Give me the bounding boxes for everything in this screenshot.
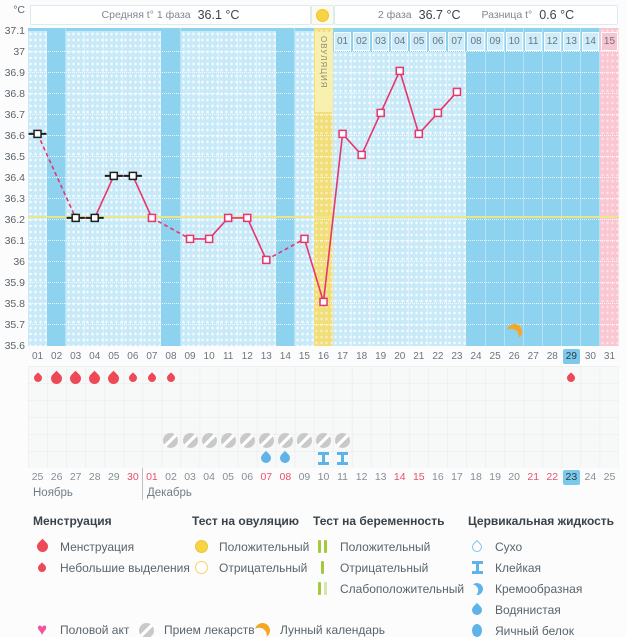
temp-marker[interactable]	[129, 172, 136, 179]
spotting-icon	[165, 372, 176, 383]
medication-pill-icon	[297, 433, 312, 448]
ovulation-test-positive-icon	[195, 540, 208, 553]
watery-fluid-icon	[278, 451, 292, 465]
phase2-value: 36.7 °C	[418, 8, 461, 22]
medication-pill-icon	[259, 433, 274, 448]
date-label[interactable]: 19	[489, 471, 501, 483]
date-label[interactable]: 01	[146, 471, 158, 483]
y-tick-label: 36.9	[4, 67, 25, 79]
phase2-day-cell: 12	[544, 32, 561, 51]
legend-item-icon-slot	[192, 540, 210, 553]
ovulation-indicator-cell	[311, 5, 334, 25]
phase1-value: 36.1 °C	[197, 8, 240, 22]
legend-item	[33, 536, 190, 557]
date-label[interactable]: 05	[222, 471, 235, 483]
legend-item-label: Слабоположительный	[340, 581, 465, 596]
legend-item-icon-slot	[313, 561, 331, 574]
spotting-icon	[146, 372, 157, 383]
temp-marker[interactable]	[244, 214, 251, 221]
symptom-cell	[334, 450, 352, 466]
temp-marker[interactable]	[34, 130, 41, 137]
ovulation-label-text: ОВУЛЯЦИЯ	[318, 36, 328, 89]
legend-item	[468, 578, 614, 599]
date-label[interactable]: 15	[412, 471, 425, 483]
legend-bottom-item	[33, 621, 129, 637]
y-tick-label: 36.3	[4, 193, 25, 205]
date-label[interactable]: 25	[31, 471, 44, 483]
day-label[interactable]: 11	[222, 351, 234, 362]
legend-column	[468, 510, 614, 637]
symptom-cell	[29, 370, 47, 386]
y-tick-label: 36.6	[4, 130, 25, 142]
date-label[interactable]: 24	[584, 471, 597, 483]
day-label[interactable]: 27	[527, 351, 539, 362]
temp-marker[interactable]	[187, 235, 194, 242]
date-label[interactable]: 13	[374, 471, 387, 483]
pregnancy-test-icon	[318, 540, 327, 553]
temp-marker[interactable]	[434, 109, 441, 116]
legend-item-icon-slot	[468, 542, 486, 552]
bbt-chart-plot[interactable]	[28, 28, 619, 346]
legend-column	[33, 510, 190, 578]
legend-item-label: Отрицательный	[219, 560, 308, 575]
phase2-day-cell: 13	[563, 32, 580, 51]
temp-marker[interactable]	[358, 151, 365, 158]
y-tick-label: 36.5	[4, 151, 25, 163]
temp-line-segment	[38, 134, 76, 218]
legend-item-label: Менструация	[60, 539, 135, 554]
date-label[interactable]: 16	[432, 471, 444, 483]
legend-item-icon-slot	[468, 561, 486, 574]
day-label[interactable]: 28	[546, 351, 558, 362]
day-label[interactable]: 31	[603, 351, 616, 362]
day-label[interactable]: 05	[108, 351, 120, 362]
legend-item-label: Водянистая	[495, 602, 561, 617]
menstruation-icon	[106, 370, 122, 386]
legend-item	[313, 578, 464, 599]
symptom-cell	[257, 450, 275, 466]
medication-pill-icon	[240, 433, 255, 448]
y-tick-label: 36.1	[4, 235, 25, 247]
day-label[interactable]: 06	[127, 351, 139, 362]
legend-item	[468, 599, 614, 620]
phase2-day-cell: 04	[391, 32, 408, 51]
temp-marker[interactable]	[301, 235, 308, 242]
symptom-cell	[67, 370, 85, 386]
legend-item-label: Положительный	[340, 539, 431, 554]
temp-line-segment	[400, 71, 419, 134]
day-label[interactable]: 20	[394, 351, 406, 362]
legend-item-label: Лунный календарь	[280, 623, 386, 637]
temp-marker[interactable]	[206, 235, 213, 242]
legend-item	[192, 557, 309, 578]
legend-item-icon-slot	[313, 540, 331, 553]
test-bar	[321, 561, 324, 574]
y-tick-label: 36	[13, 256, 25, 268]
y-tick-label: 37	[13, 46, 25, 58]
symptom-cell	[143, 370, 161, 386]
phase2-day-cell: 05	[410, 32, 427, 51]
symptom-cell	[238, 432, 256, 448]
date-label[interactable]: 21	[527, 471, 540, 483]
date-label[interactable]: 08	[279, 471, 292, 483]
test-bar	[318, 540, 321, 553]
legend-item-label: Положительный	[219, 539, 310, 554]
legend-column-title: Цервикальная жидкость	[468, 514, 615, 528]
symptom-cell	[257, 432, 275, 448]
spotting-icon	[36, 562, 47, 573]
symptom-cell	[334, 432, 352, 448]
symptom-cell	[181, 432, 199, 448]
temp-marker[interactable]	[339, 130, 346, 137]
day-label[interactable]: 21	[413, 351, 425, 362]
day-label[interactable]: 22	[432, 351, 444, 362]
day-label[interactable]: 13	[260, 351, 272, 362]
spotting-icon	[127, 372, 138, 383]
menstruation-icon	[49, 370, 65, 386]
legend-column-title: Тест на беременность	[313, 514, 445, 528]
sticky-fluid-icon	[472, 561, 483, 574]
symptom-cell	[162, 432, 180, 448]
symptom-cell	[562, 370, 580, 386]
phase2-day-cell: 15	[601, 32, 618, 51]
day-label[interactable]: 01	[31, 351, 44, 362]
legend-item	[192, 536, 309, 557]
pregnancy-test-icon	[321, 561, 324, 574]
date-label[interactable]: 22	[546, 471, 559, 483]
legend-item	[468, 557, 614, 578]
day-label[interactable]: 24	[470, 351, 482, 362]
symptom-cell	[124, 370, 142, 386]
medication-pill-icon	[163, 433, 178, 448]
phase2-day-cell: 11	[525, 32, 542, 51]
date-label-today[interactable]: 23	[563, 470, 580, 485]
date-label[interactable]: 10	[317, 471, 330, 483]
temp-marker[interactable]	[377, 109, 384, 116]
day-label[interactable]: 25	[489, 351, 501, 362]
day-label[interactable]: 26	[508, 351, 520, 362]
legend-item	[468, 536, 614, 557]
legend-item-label: Сухо	[495, 539, 523, 554]
legend-item-icon-slot	[468, 605, 486, 615]
medication-pill-icon	[316, 433, 331, 448]
y-tick-label: 36.4	[4, 172, 25, 184]
symptom-cell	[48, 370, 66, 386]
temp-marker[interactable]	[91, 214, 98, 221]
date-label[interactable]: 12	[355, 471, 368, 483]
date-label[interactable]: 06	[241, 471, 254, 483]
legend-item-icon-slot	[192, 561, 210, 574]
temp-marker[interactable]	[453, 88, 460, 95]
phase2-day-cell: 01	[334, 32, 351, 51]
phase2-day-cell: 09	[487, 32, 504, 51]
legend-column-title: Тест на овуляцию	[192, 514, 299, 528]
legend-item-icon-slot	[313, 582, 331, 595]
menstruation-icon	[68, 370, 84, 386]
phase2-summary	[334, 5, 618, 25]
day-label[interactable]: 14	[279, 351, 291, 362]
phase2-day-cell: 07	[448, 32, 465, 51]
phase2-day-cell: 02	[353, 32, 370, 51]
watery-fluid-icon	[470, 602, 484, 616]
legend-item-icon-slot	[33, 564, 51, 572]
day-label[interactable]: 17	[337, 351, 349, 362]
day-label[interactable]: 16	[317, 351, 330, 362]
y-tick-label: 35.8	[4, 298, 25, 310]
day-label[interactable]: 30	[584, 351, 596, 362]
legend-item-icon-slot	[468, 583, 486, 595]
symptom-cell	[315, 450, 333, 466]
date-label[interactable]: 27	[69, 471, 82, 483]
spotting-icon	[566, 372, 577, 383]
temp-line-layer	[28, 28, 619, 346]
symptom-cell	[219, 432, 237, 448]
temp-marker[interactable]	[396, 67, 403, 74]
y-tick-label: 35.9	[4, 277, 25, 289]
date-label[interactable]: 04	[203, 471, 215, 483]
legend-item-icon-slot	[253, 623, 271, 637]
day-label[interactable]: 08	[165, 351, 177, 362]
phase2-day-cell: 03	[372, 32, 389, 51]
day-label[interactable]: 07	[146, 351, 158, 362]
temp-line-segment	[133, 176, 152, 218]
date-label[interactable]: 28	[88, 471, 101, 483]
y-axis-unit: °C	[13, 4, 25, 16]
medication-pill-icon	[221, 433, 236, 448]
day-label[interactable]: 23	[451, 351, 463, 362]
sticky-fluid-icon	[337, 452, 348, 465]
date-label[interactable]: 14	[393, 471, 406, 483]
pregnancy-test-icon	[318, 582, 327, 595]
day-label[interactable]: 03	[70, 351, 82, 362]
medication-pill-icon	[202, 433, 217, 448]
legend-item-label: Кремообразная	[495, 581, 583, 596]
day-label[interactable]: 18	[356, 351, 368, 362]
month-label-december: Декабрь	[147, 487, 192, 499]
date-label[interactable]: 11	[337, 471, 349, 483]
legend-item-icon-slot	[33, 541, 51, 552]
legend-item	[468, 620, 614, 637]
date-label[interactable]: 02	[165, 471, 177, 483]
date-label[interactable]: 30	[127, 471, 139, 483]
day-label-today[interactable]: 29	[563, 349, 580, 364]
y-tick-label: 36.2	[4, 214, 25, 226]
menstruation-icon	[34, 539, 50, 555]
legend-bottom-item	[253, 621, 385, 637]
legend-item	[313, 557, 464, 578]
legend-column-title: Менструация	[33, 514, 112, 528]
intercourse-heart-icon: ♥	[36, 620, 48, 637]
legend-column	[313, 510, 464, 599]
y-tick-label: 36.7	[4, 109, 25, 121]
medication-pill-icon	[278, 433, 293, 448]
diff-value: 0.6 °C	[539, 8, 575, 22]
day-label[interactable]: 19	[375, 351, 387, 362]
symptom-cell	[86, 370, 104, 386]
day-label[interactable]: 02	[51, 351, 63, 362]
test-bar	[318, 582, 321, 595]
phase2-day-cell: 08	[467, 32, 484, 51]
temp-line-segment	[324, 134, 343, 302]
date-label[interactable]: 03	[184, 471, 196, 483]
temp-marker[interactable]	[263, 256, 270, 263]
medication-pill-icon	[139, 623, 154, 637]
sticky-fluid-icon	[318, 452, 329, 465]
temp-line-segment	[152, 218, 190, 239]
date-label[interactable]: 07	[260, 471, 273, 483]
temp-marker[interactable]	[110, 172, 117, 179]
diff-label: Разница t°	[481, 9, 533, 21]
y-tick-label: 37.1	[4, 25, 25, 37]
symptom-cell	[162, 370, 180, 386]
symptom-cell	[315, 432, 333, 448]
test-bar	[324, 582, 327, 595]
date-label[interactable]: 17	[451, 471, 463, 483]
temp-line-segment	[247, 218, 266, 260]
symptom-cell	[200, 432, 218, 448]
day-label[interactable]: 10	[203, 351, 215, 362]
symptom-cell	[295, 432, 313, 448]
phase1-label: Средняя t° 1 фаза	[101, 9, 191, 21]
legend-item	[33, 557, 190, 578]
moon-calendar-slot	[506, 323, 522, 339]
legend-bottom-item	[137, 621, 255, 637]
month-label-november: Ноябрь	[33, 487, 73, 499]
temp-marker[interactable]	[72, 214, 79, 221]
legend-column	[192, 510, 309, 578]
spotting-icon	[32, 372, 43, 383]
date-label[interactable]: 29	[107, 471, 120, 483]
medication-pill-icon	[335, 433, 350, 448]
phase2-label: 2 фаза	[377, 9, 412, 21]
watery-fluid-icon	[259, 451, 273, 465]
legend-item	[313, 536, 464, 557]
medication-pill-icon	[183, 433, 198, 448]
legend-item-icon-slot	[137, 623, 155, 637]
date-label[interactable]: 20	[508, 471, 520, 483]
y-tick-label: 35.7	[4, 319, 25, 331]
y-tick-label: 35.6	[4, 340, 25, 352]
temp-marker[interactable]	[320, 298, 327, 305]
temp-marker[interactable]	[415, 130, 422, 137]
temp-marker[interactable]	[225, 214, 232, 221]
moon-calendar-icon	[504, 321, 524, 341]
phase1-summary	[30, 5, 311, 25]
day-label[interactable]: 09	[184, 351, 196, 362]
legend-item-label: Половой акт	[60, 623, 130, 637]
creamy-fluid-icon	[469, 581, 484, 596]
day-label[interactable]: 15	[298, 351, 310, 362]
symptom-cell	[276, 450, 294, 466]
date-label[interactable]: 18	[470, 471, 482, 483]
moon-calendar-icon	[252, 620, 272, 637]
test-bar	[324, 540, 327, 553]
date-label[interactable]: 25	[603, 471, 616, 483]
temp-line-segment	[95, 176, 114, 218]
temp-line-segment	[304, 239, 323, 302]
temp-line-segment	[362, 113, 381, 155]
legend-item-label: Клейкая	[495, 560, 542, 575]
eggwhite-fluid-icon	[472, 624, 482, 637]
phase2-day-cell: 06	[429, 32, 446, 51]
legend-item-label: Прием лекарств	[164, 623, 255, 637]
legend-item-label: Отрицательный	[340, 560, 429, 575]
day-label[interactable]: 12	[241, 351, 253, 362]
dry-icon	[470, 539, 484, 553]
legend-item-label: Небольшие выделения	[60, 560, 190, 575]
date-label[interactable]: 09	[298, 471, 311, 483]
ovulation-test-negative-icon	[195, 561, 208, 574]
temp-line-segment	[266, 239, 304, 260]
y-tick-label: 36.8	[4, 88, 25, 100]
month-divider	[142, 468, 143, 500]
ovulation-positive-icon	[316, 9, 329, 22]
menstruation-icon	[87, 370, 103, 386]
temp-line-segment	[381, 71, 400, 113]
phase2-day-cell: 10	[506, 32, 523, 51]
symptom-cell	[276, 432, 294, 448]
temp-marker[interactable]	[148, 214, 155, 221]
legend-item-icon-slot	[468, 624, 486, 637]
symptom-cell	[105, 370, 123, 386]
legend-item-icon-slot	[33, 620, 51, 637]
day-label[interactable]: 04	[89, 351, 101, 362]
legend-item-label: Яичный белок	[495, 623, 574, 637]
date-label[interactable]: 26	[50, 471, 63, 483]
phase2-day-cell: 14	[582, 32, 599, 51]
